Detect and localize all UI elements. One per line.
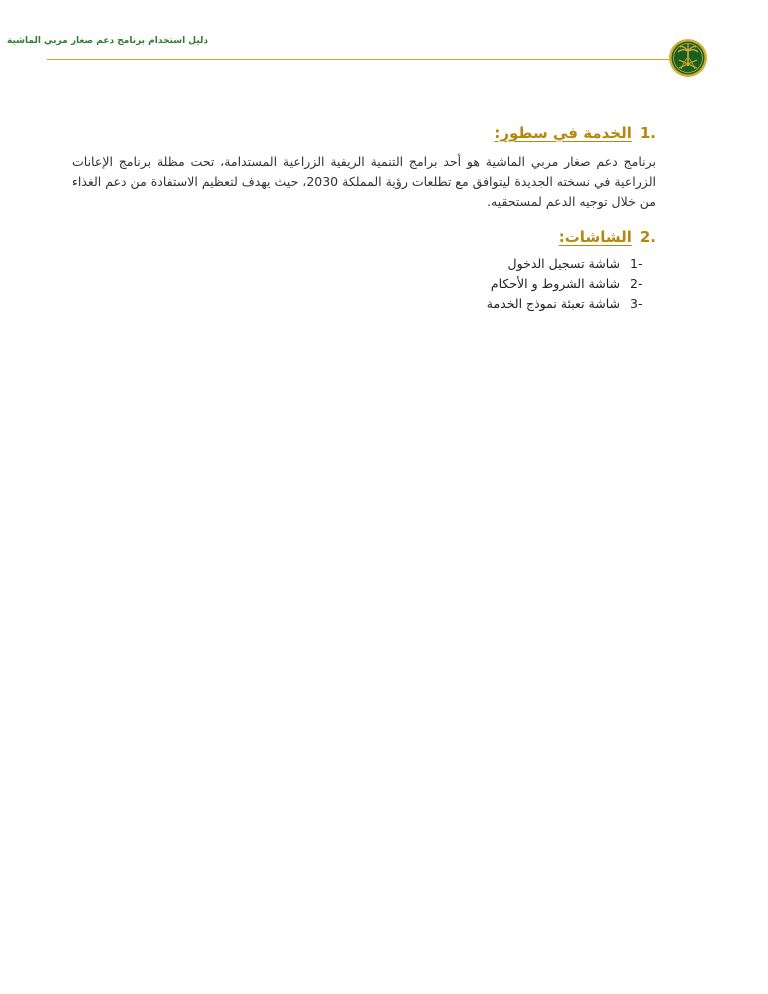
ministry-emblem-icon [668,38,708,78]
service-description: برنامج دعم صغار مربي الماشية هو أحد برامج التنمية الريفية الزراعية المستدامة، تحت مظلة برنامج الإعانات الزراعية في نسخته الجديدة ليتوافق مع تطلعات رؤية المملكة 2030، حيث يهدف لتعظيم الاستفادة من دعم الغذاء من خلال توجيه الدعم لمستحقيه. [72,154,656,209]
section-1-number: 1. [639,124,656,142]
list-item [72,254,656,274]
list-item-label: شاشة تعبئة نموذج الخدمة [486,296,620,311]
list-item-number: 1- [630,256,643,271]
page-header [0,0,768,90]
section-service-overview [72,124,656,212]
header-divider [47,59,671,60]
section-1-title: الخدمة في سطور: [494,124,632,142]
list-item-label: شاشة تسجيل الدخول [507,256,620,271]
document-title: دليل استخدام برنامج دعم صغار مربي الماشية [7,36,208,46]
section-2-heading [72,228,656,246]
list-item-number: 2- [630,276,643,291]
page-content [72,118,656,314]
list-item-number: 3- [630,296,643,311]
list-item [72,294,656,314]
section-1-heading [72,124,656,142]
section-screens [72,228,656,314]
list-item-label: شاشة الشروط و الأحكام [490,276,620,291]
list-item [72,274,656,294]
section-2-number: 2. [639,228,656,246]
section-2-title: الشاشات: [558,228,632,246]
screens-list [72,254,656,314]
